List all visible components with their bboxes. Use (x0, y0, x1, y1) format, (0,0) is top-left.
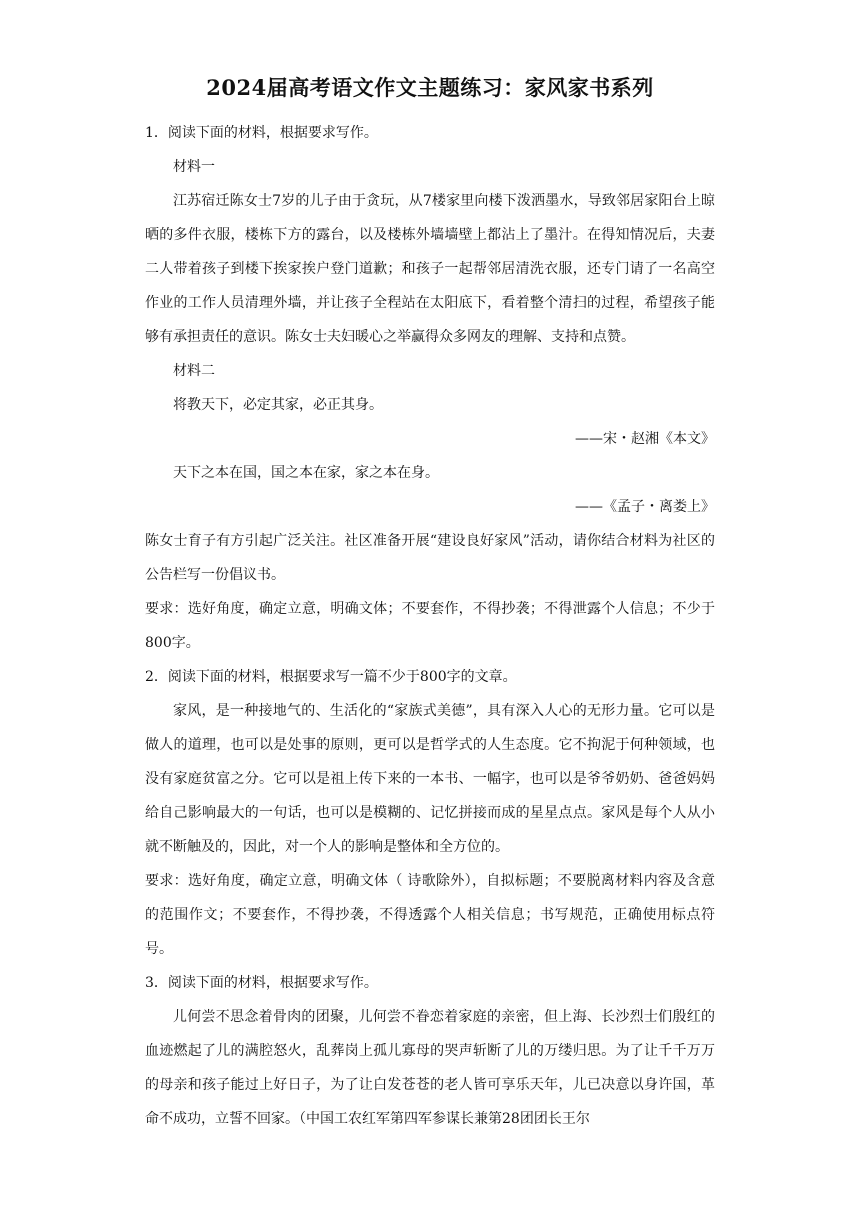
q1-material1-label: 材料一 (173, 159, 215, 175)
q1-source1: ——宋・赵湘《本文》 (575, 431, 715, 447)
q2-requirements: 要求：选好角度，确定立意，明确文体（ 诗歌除外），自拟标题；不要脱离材料内容及含意的范围作文；不要套作，不得抄袭，不得透露个人相关信息；书写规范，正确使用标点符号。 (145, 873, 715, 957)
q1-task: 陈女士育子有方引起广泛关注。社区准备开展“建设良好家风”活动，请你结合材料为社区的公告栏写一份倡议书。 (145, 533, 715, 583)
q1-source2: ——《孟子・离娄上》 (575, 499, 715, 515)
q2-material-text: 家风，是一种接地气的、生活化的“家族式美德”，具有深入人心的无形力量。它可以是做人的道理，也可以是处事的原则，更可以是哲学式的人生态度。它不拘泥于何种领域，也没有家庭贫富之分。它可以是祖上传下来的一本书、一幅字，也可以是爷爷奶奶、爸爸妈妈给自己影响最大的一句话，也可以是模糊的、记忆拼接而成的星星点点。家风是每个人从小就不断触及的，因此，对一个人的影响是整体和全方位的。 (145, 703, 715, 855)
q1-quote1: 将教天下，必定其家，必正其身。 (173, 397, 383, 413)
q1-material2-label: 材料二 (173, 363, 215, 379)
document-body (145, 116, 715, 1136)
q3-stem: 3．阅读下面的材料，根据要求写作。 (145, 975, 378, 991)
q3-material-text: 儿何尝不思念着骨肉的团聚，儿何尝不眷恋着家庭的亲密，但上海、长沙烈士们殷红的血迹燃起了儿的满腔怒火，乱葬岗上孤儿寡母的哭声斩断了儿的万缕归思。为了让千千万万的母亲和孩子能过上好日子，为了让白发苍苍的老人皆可享乐天年，儿已决意以身许国，革命不成功，立誓不回家。（中国工农红军第四军参谋长兼第28团团长王尔 (145, 1009, 715, 1127)
page-title: 2024届高考语文作文主题练习：家风家书系列 (206, 75, 654, 100)
q1-quote2: 天下之本在国，国之本在家，家之本在身。 (173, 465, 439, 481)
q1-requirements: 要求：选好角度，确定立意，明确文体；不要套作，不得抄袭；不得泄露个人信息；不少于800字。 (145, 601, 715, 651)
q1-stem: 1．阅读下面的材料，根据要求写作。 (145, 125, 378, 141)
q1-material1-text: 江苏宿迁陈女士7岁的儿子由于贪玩，从7楼家里向楼下泼洒墨水，导致邻居家阳台上晾晒的多件衣服，楼栋下方的露台，以及楼栋外墙墙壁上都沾上了墨汁。在得知情况后，夫妻二人带着孩子到楼下挨家挨户登门道歉；和孩子一起帮邻居清洗衣服，还专门请了一名高空作业的工作人员清理外墙，并让孩子全程站在太阳底下，看着整个清扫的过程，希望孩子能够有承担责任的意识。陈女士夫妇暖心之举赢得众多网友的理解、支持和点赞。 (145, 193, 715, 345)
q2-stem: 2．阅读下面的材料，根据要求写一篇不少于800字的文章。 (145, 669, 517, 685)
